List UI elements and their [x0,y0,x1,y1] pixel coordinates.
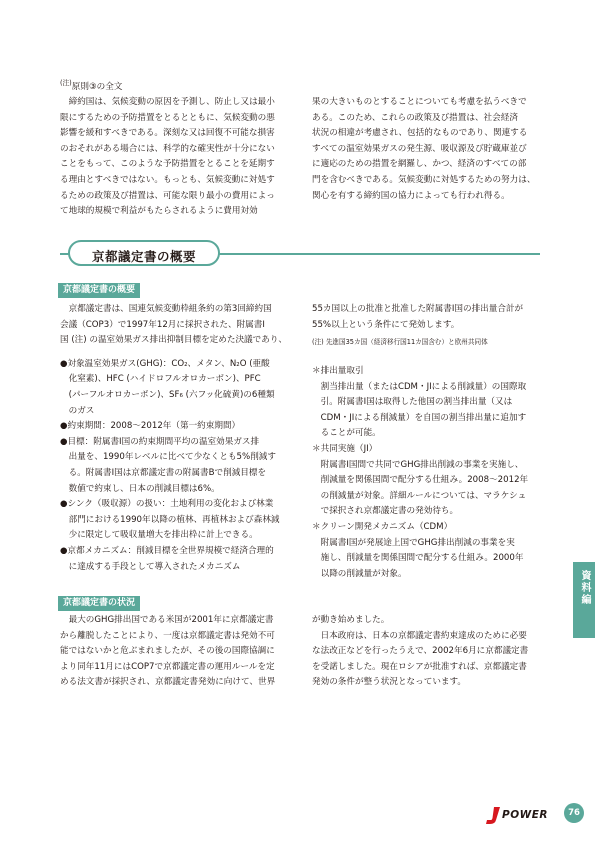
note-line: すべての温室効果ガスの発生源、吸収源及び貯蔵庫並び [312,143,527,154]
mechanism-line: ＊クリーン開発メカニズム（CDM） [312,521,453,532]
status-body-left [60,613,275,691]
mechanism-line: 割当排出量（またはCDM・JIによる削減量）の国際取 [312,381,527,392]
note-body-right [312,95,535,204]
mechanism-line: 附属書Ⅰ国が発展途上国でGHG排出削減の事業を実 [312,537,515,548]
note-line: 関心を有する締約国の協力によっても行われ得る。 [312,190,510,201]
overview-line: 55カ国以上の批准と批准した附属書Ⅰ国の排出量合計が [312,304,524,314]
mechanism-list [312,364,528,582]
overview-line: ●京都メカニズム：削減目標を全世界規模で経済合理的 [60,545,274,556]
overview-line: 会議（COP3）で1997年12月に採択された、附属書Ⅰ [60,319,265,330]
note-line: るための政策及び措置は、可能な限り最小の費用によっ [60,190,275,201]
logo-mark-icon [484,806,502,826]
overview-line: のガス [60,405,95,416]
status-line: 能ではないかと危ぶまれましたが、その後の国際協調に [60,646,275,657]
overview-line: る。附属書Ⅰ国は京都議定書の附属書Bで削減目標を [60,467,267,478]
overview-line: ●目標：附属書Ⅰ国の約束期間平均の温室効果ガス排 [60,436,260,447]
overview-line: 化窒素)、HFC (ハイドロフルオロカーボン)、PFC [60,374,261,385]
status-body-right [312,613,528,691]
note-marker: (注) [60,79,72,87]
overview-line: 出量を、1990年レベルに比べて少なくとも5%削減す [60,452,276,463]
status-line: 最大のGHG排出国である米国が2001年に京都議定書 [60,615,274,625]
note-line: に適応のための措置を網羅し、かつ、経済のすべての部 [312,159,527,170]
note-line: 限にするための予防措置をとるとともに、気候変動の悪 [60,112,275,123]
note-line: 締約国は、気候変動の原因を予測し、防止し又は最小 [60,97,275,107]
mechanism-line: ＊共同実施（JI） [312,443,378,454]
note-line: る理由とすべきではない。もっとも、気候変動に対処す [60,174,275,185]
note-line: ことをもって、このような予防措置をとることを延期す [60,159,275,170]
overview-line: 部門における1990年以降の植林、再植林および森林減 [60,514,280,525]
mechanism-line: 削減量を関係国間で配分する仕組み。2008〜2012年 [312,475,529,486]
overview-line [60,349,287,357]
status-line: める法文書が採択され、京都議定書発効に向けて、世界 [60,677,276,688]
status-line: から離脱したことにより、一度は京都議定書は発効不可 [60,630,275,641]
mechanism-line: 以降の削減量が対象。 [312,568,407,579]
status-line: 発効の条件が整う状況となっています。 [312,677,467,688]
status-line: が動き始めました。 [312,615,390,625]
note-body-left [60,95,275,220]
overview-line: ●シンク（吸収源）の扱い：土地利用の変化および林業 [60,499,274,510]
overview-line: 京都議定書は、国連気候変動枠組条約の第3回締約国 [60,304,272,314]
overview-footnote: (注) 先進国35カ国（経済移行国11カ国含む）と欧州共同体 [312,338,488,346]
status-line: 日本政府は、日本の京都議定書約束達成のために必要 [312,630,527,641]
mechanism-line: 引。附属書Ⅰ国は取得した他国の割当排出量（又は [312,397,513,408]
note-line: ある。このため、これらの政策及び措置は、社会経済 [312,112,518,123]
page-number: 76 [564,803,584,823]
overview-line: 少に限定して吸収量増大を排出枠に計上できる。 [60,530,258,541]
banner-pill [68,240,220,266]
note-line: 門を含むべきである。気候変動に対処するための努力は、 [312,174,536,185]
overview-line: に達成する手段として導入されたメカニズム [60,561,241,572]
banner-title: 京都議定書の概要 [92,249,197,264]
mechanism-line: ることが可能。 [312,428,381,439]
side-tab-label: 資料編 [579,570,590,606]
status-line: を受諾しました。現在ロシアが批准すれば、京都議定書 [312,661,527,672]
overview-body-right [312,302,523,333]
mechanism-line: で採択され京都議定書の発効待ち。 [312,506,459,517]
mechanism-line: の削減量が対象。詳細ルールについては、マラケシュ [312,490,527,501]
section-banner [60,240,540,268]
overview-body-left [60,302,287,575]
mechanism-line: 施し、削減量を関係国間で配分する仕組み。2000年 [312,553,524,564]
status-heading: 京都議定書の状況 [58,596,140,611]
mechanism-line: 附属書Ⅰ国間で共同でGHG排出削減の事業を実施し、 [312,459,524,470]
note-line: 状況の相違が考慮され、包括的なものであり、関連する [312,128,528,139]
note-line: のおそれがある場合には、科学的な確実性が十分にない [60,143,275,154]
mechanism-line: ＊排出量取引 [312,366,364,376]
overview-line: 国 (注) の温室効果ガス排出抑制目標を定めた決議であり、 [60,335,288,346]
status-line: より同年11月にはCOP7で京都議定書の運用ルールを定 [60,661,275,672]
side-tab [573,562,595,638]
overview-line: ●対象温室効果ガス(GHG)：CO₂、メタン、N₂O (亜酸 [60,358,270,369]
note-line: て地球的規模で利益がもたらされるように費用対効 [60,206,258,217]
overview-heading: 京都議定書の概要 [58,283,140,298]
note-title-text: 原則③の全文 [71,81,123,92]
logo-text: POWER [502,809,548,821]
overview-line: ●約束期間：2008〜2012年（第一約束期間） [60,421,241,432]
company-logo [484,805,546,827]
overview-line: (パーフルオロカーボン)、SF₆ (六フッ化硫黄)の6種類 [60,389,275,400]
status-line: な法改正などを行ったうえで、2002年6月に京都議定書 [312,646,529,657]
note-title [60,78,122,95]
overview-line: 55%以上という条件にて発効します。 [312,319,460,330]
note-line: 果の大きいものとすることについても考慮を払うべきで [312,97,527,107]
mechanism-line: CDM・JIによる削減量）を自国の割当排出量に追加す [312,412,527,423]
overview-line: 数値で約束し、日本の削減目標は6%。 [60,483,220,494]
note-line: 影響を緩和すべきである。深刻な又は回復不可能な損害 [60,128,275,139]
